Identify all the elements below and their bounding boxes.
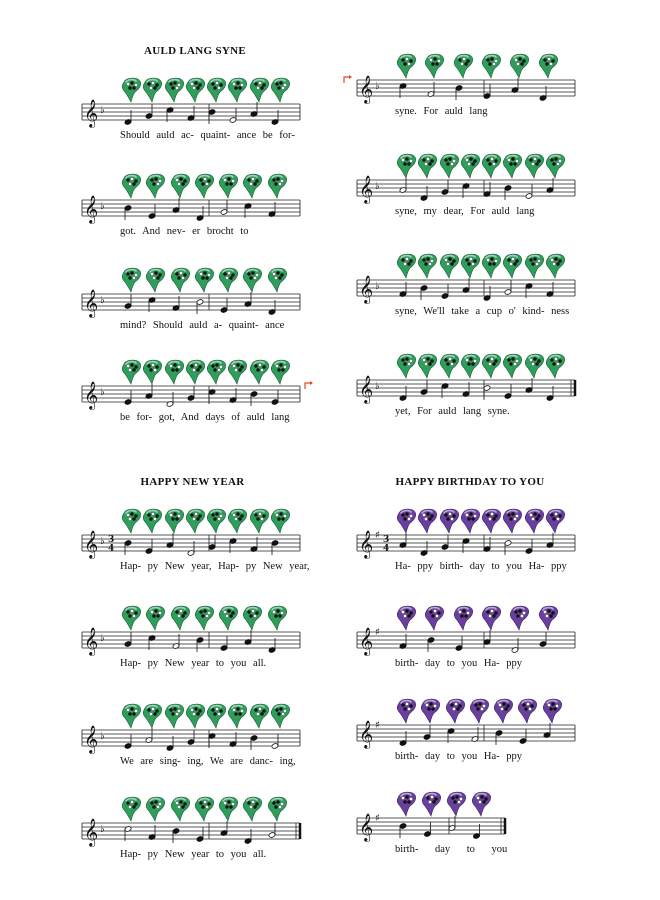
music-staff xyxy=(70,702,310,752)
svg-text:𝄞: 𝄞 xyxy=(84,530,99,558)
lyrics-line xyxy=(345,656,585,670)
svg-text:♯: ♯ xyxy=(375,627,380,638)
svg-text:♭: ♭ xyxy=(375,381,380,392)
staff-line xyxy=(70,795,310,860)
lyrics-text: Hap- py New year to you all. xyxy=(120,657,267,669)
svg-text:♯: ♯ xyxy=(375,720,380,731)
lyrics-line xyxy=(345,104,585,118)
svg-text:♭: ♭ xyxy=(100,731,105,742)
lyrics-line xyxy=(345,559,585,573)
svg-text:♭: ♭ xyxy=(375,81,380,92)
continue-arrow-icon xyxy=(304,380,314,390)
music-staff xyxy=(70,604,310,654)
lyrics-text: Ha- ppy birth- day to you Ha- ppy xyxy=(395,560,567,572)
continue-arrow-icon xyxy=(343,74,353,84)
music-staff xyxy=(345,52,585,102)
staff-line xyxy=(345,352,585,417)
svg-text:𝄞: 𝄞 xyxy=(84,99,99,127)
lyrics-line xyxy=(70,559,310,573)
staff-line xyxy=(345,52,585,117)
svg-text:𝄞: 𝄞 xyxy=(359,75,374,103)
svg-text:♭: ♭ xyxy=(100,105,105,116)
svg-text:♯: ♯ xyxy=(375,530,380,541)
music-staff xyxy=(345,604,585,654)
svg-text:𝄞: 𝄞 xyxy=(359,627,374,655)
svg-text:4: 4 xyxy=(108,544,115,554)
staff-line xyxy=(345,604,585,669)
lyrics-text: syne. For auld lang xyxy=(395,105,488,117)
music-staff xyxy=(345,507,585,557)
svg-text:♯: ♯ xyxy=(375,813,380,824)
staff-line xyxy=(70,358,310,423)
lyrics-text: Should auld ac- quaint- ance be for- xyxy=(120,129,295,141)
lyrics-text: syne, my dear, For auld lang xyxy=(395,205,535,217)
lyrics-text: Hap- py New year, Hap- py New year, xyxy=(120,560,310,572)
svg-text:♭: ♭ xyxy=(100,295,105,306)
svg-text:𝄞: 𝄞 xyxy=(84,725,99,753)
svg-text:♭: ♭ xyxy=(100,387,105,398)
staff-line xyxy=(70,266,310,331)
svg-text:𝄞: 𝄞 xyxy=(84,818,99,846)
staff-line xyxy=(70,604,310,669)
svg-text:♭: ♭ xyxy=(375,281,380,292)
song-title-happy-new-year: HAPPY NEW YEAR xyxy=(140,476,245,488)
staff-line xyxy=(345,790,585,855)
staff-line xyxy=(70,76,310,141)
lyrics-line xyxy=(70,754,310,768)
staff-line xyxy=(70,172,310,237)
music-staff xyxy=(345,352,585,402)
lyrics-line xyxy=(345,304,585,318)
lyrics-line xyxy=(345,749,585,763)
lyrics-text: syne, We'll take a cup o' kind- ness xyxy=(395,305,570,317)
lyrics-line xyxy=(70,656,310,670)
lyrics-text: We are sing- ing, We are danc- ing, xyxy=(120,755,296,767)
music-staff xyxy=(70,76,310,126)
lyrics-line xyxy=(70,128,310,142)
song-title-auld-lang-syne: AULD LANG SYNE xyxy=(144,45,246,57)
music-staff xyxy=(70,172,310,222)
music-staff xyxy=(345,252,585,302)
svg-text:4: 4 xyxy=(383,544,390,554)
svg-text:3: 3 xyxy=(108,535,115,545)
svg-text:♭: ♭ xyxy=(100,824,105,835)
music-staff xyxy=(345,790,585,840)
svg-text:𝄞: 𝄞 xyxy=(359,720,374,748)
svg-text:𝄞: 𝄞 xyxy=(84,627,99,655)
lyrics-text: birth- day to you xyxy=(395,843,508,855)
svg-text:𝄞: 𝄞 xyxy=(84,289,99,317)
svg-text:♭: ♭ xyxy=(100,201,105,212)
svg-text:𝄞: 𝄞 xyxy=(359,175,374,203)
lyrics-text: birth- day to you Ha- ppy xyxy=(395,657,523,669)
lyrics-line xyxy=(70,410,310,424)
svg-text:♭: ♭ xyxy=(375,181,380,192)
svg-text:𝄞: 𝄞 xyxy=(359,530,374,558)
lyrics-text: Hap- py New year to you all. xyxy=(120,848,267,860)
staff-line xyxy=(70,702,310,767)
music-staff xyxy=(70,507,310,557)
lyrics-text: yet, For auld lang syne. xyxy=(395,405,510,417)
svg-text:𝄞: 𝄞 xyxy=(359,813,374,841)
music-staff xyxy=(70,266,310,316)
svg-text:♭: ♭ xyxy=(100,536,105,547)
lyrics-text: got. And nev- er brocht to xyxy=(120,225,249,237)
lyrics-text: be for- got, And days of auld lang xyxy=(120,411,290,423)
svg-text:♭: ♭ xyxy=(100,633,105,644)
staff-line xyxy=(345,507,585,572)
lyrics-line xyxy=(345,842,585,856)
svg-text:𝄞: 𝄞 xyxy=(359,275,374,303)
svg-text:𝄞: 𝄞 xyxy=(359,375,374,403)
music-staff xyxy=(70,795,310,845)
svg-text:𝄞: 𝄞 xyxy=(84,381,99,409)
music-staff xyxy=(345,697,585,747)
song-title-happy-birthday: HAPPY BIRTHDAY TO YOU xyxy=(395,476,545,488)
lyrics-line xyxy=(345,404,585,418)
music-staff xyxy=(70,358,310,408)
lyrics-line xyxy=(70,847,310,861)
music-staff xyxy=(345,152,585,202)
lyrics-text: birth- day to you Ha- ppy xyxy=(395,750,523,762)
staff-line xyxy=(70,507,310,572)
svg-text:3: 3 xyxy=(383,535,390,545)
staff-line xyxy=(345,697,585,762)
staff-line xyxy=(345,252,585,317)
lyrics-line xyxy=(70,224,310,238)
lyrics-line xyxy=(70,318,310,332)
svg-text:𝄞: 𝄞 xyxy=(84,195,99,223)
staff-line xyxy=(345,152,585,217)
lyrics-text: mind? Should auld a- quaint- ance xyxy=(120,319,285,331)
lyrics-line xyxy=(345,204,585,218)
